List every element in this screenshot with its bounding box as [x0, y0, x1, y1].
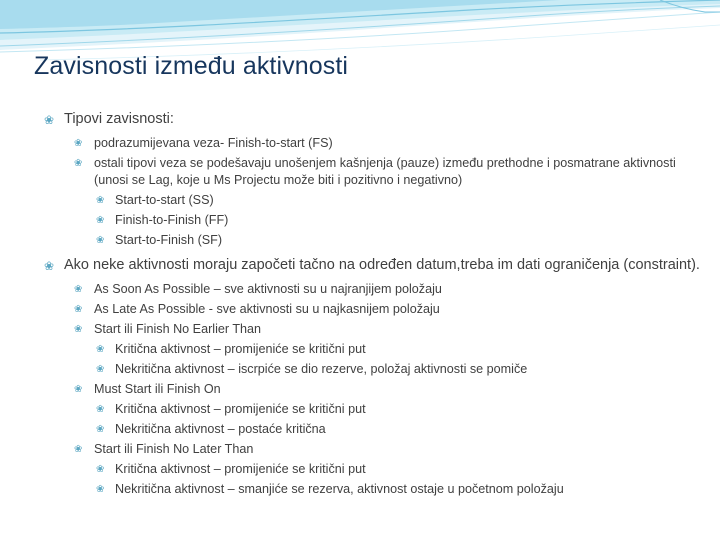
- bullet-marker-icon: ❀: [96, 235, 105, 246]
- bullet-marker-icon: ❀: [74, 158, 83, 169]
- bullet-item-level-2: [44, 155, 704, 189]
- bullet-text: Nekritična aktivnost – smanjiće se rezerva, aktivnost ostaje u početnom položaju: [115, 482, 564, 496]
- bullet-text: Start ili Finish No Later Than: [94, 442, 254, 456]
- bullet-item-level-2: [44, 441, 704, 458]
- bullet-marker-icon: ❀: [96, 464, 105, 475]
- bullet-text: Nekritična aktivnost – iscrpiće se dio rezerve, položaj aktivnosti se pomiče: [115, 362, 528, 376]
- bullet-text: Start-to-start (SS): [115, 193, 214, 207]
- bullet-item-level-2: [44, 321, 704, 338]
- bullet-marker-icon: ❀: [74, 304, 83, 315]
- bullet-text: Nekritična aktivnost – postaće kritična: [115, 422, 326, 436]
- bullet-marker-icon: ❀: [96, 215, 105, 226]
- bullet-marker-icon: ❀: [74, 444, 83, 455]
- bullet-item-level-1: [44, 256, 704, 275]
- bullet-marker-icon: ❀: [96, 344, 105, 355]
- bullet-text: Ako neke aktivnosti moraju započeti tačno na određen datum,treba im dati ograničenja (constraint).: [64, 257, 700, 273]
- bullet-item-level-2: [44, 135, 704, 152]
- bullet-marker-icon: ❀: [74, 324, 83, 335]
- bullet-text: Start ili Finish No Earlier Than: [94, 322, 262, 336]
- bullet-list: [44, 110, 704, 501]
- bullet-marker-icon: ❀: [96, 195, 105, 206]
- bullet-text: Kritična aktivnost – promijeniće se kritični put: [115, 462, 366, 476]
- bullet-item-level-3: [44, 361, 704, 378]
- bullet-text: Start-to-Finish (SF): [115, 233, 223, 247]
- bullet-item-level-1: [44, 110, 704, 129]
- bullet-marker-icon: ❀: [96, 364, 105, 375]
- bullet-item-level-2: [44, 381, 704, 398]
- bullet-text: podrazumijevana veza- Finish-to-start (FS): [94, 136, 333, 150]
- bullet-item-level-3: [44, 232, 704, 249]
- bullet-item-level-2: [44, 301, 704, 318]
- bullet-item-level-2: [44, 281, 704, 298]
- bullet-item-level-3: [44, 341, 704, 358]
- bullet-item-level-3: [44, 481, 704, 498]
- bullet-marker-icon: ❀: [96, 484, 105, 495]
- slide-title: Zavisnosti između aktivnosti: [34, 52, 349, 80]
- bullet-item-level-3: [44, 212, 704, 229]
- bullet-text: As Soon As Possible – sve aktivnosti su u najranjijem položaju: [94, 282, 442, 296]
- bullet-marker-icon: ❀: [74, 284, 83, 295]
- bullet-marker-icon: ❀: [74, 138, 83, 149]
- bullet-item-level-3: [44, 401, 704, 418]
- bullet-marker-icon: ❀: [96, 424, 105, 435]
- bullet-item-level-3: [44, 192, 704, 209]
- bullet-text: ostali tipovi veza se podešavaju unošenjem kašnjenja (pauze) između prethodne i posmatrane aktivnosti (unosi se Lag, koje u Ms Projectu može biti i pozitivno i negativno): [94, 156, 676, 187]
- bullet-marker-icon: ❀: [74, 384, 83, 395]
- bullet-text: Kritična aktivnost – promijeniće se kritični put: [115, 342, 366, 356]
- bullet-item-level-3: [44, 461, 704, 478]
- bullet-text: Tipovi zavisnosti:: [64, 111, 174, 127]
- bullet-text: Kritična aktivnost – promijeniće se kritični put: [115, 402, 366, 416]
- bullet-marker-icon: ❀: [44, 113, 55, 127]
- bullet-text: As Late As Possible - sve aktivnosti su u najkasnijem položaju: [94, 302, 440, 316]
- bullet-marker-icon: ❀: [96, 404, 105, 415]
- bullet-text: Must Start ili Finish On: [94, 382, 221, 396]
- bullet-marker-icon: ❀: [44, 259, 55, 273]
- bullet-item-level-3: [44, 421, 704, 438]
- bullet-text: Finish-to-Finish (FF): [115, 213, 229, 227]
